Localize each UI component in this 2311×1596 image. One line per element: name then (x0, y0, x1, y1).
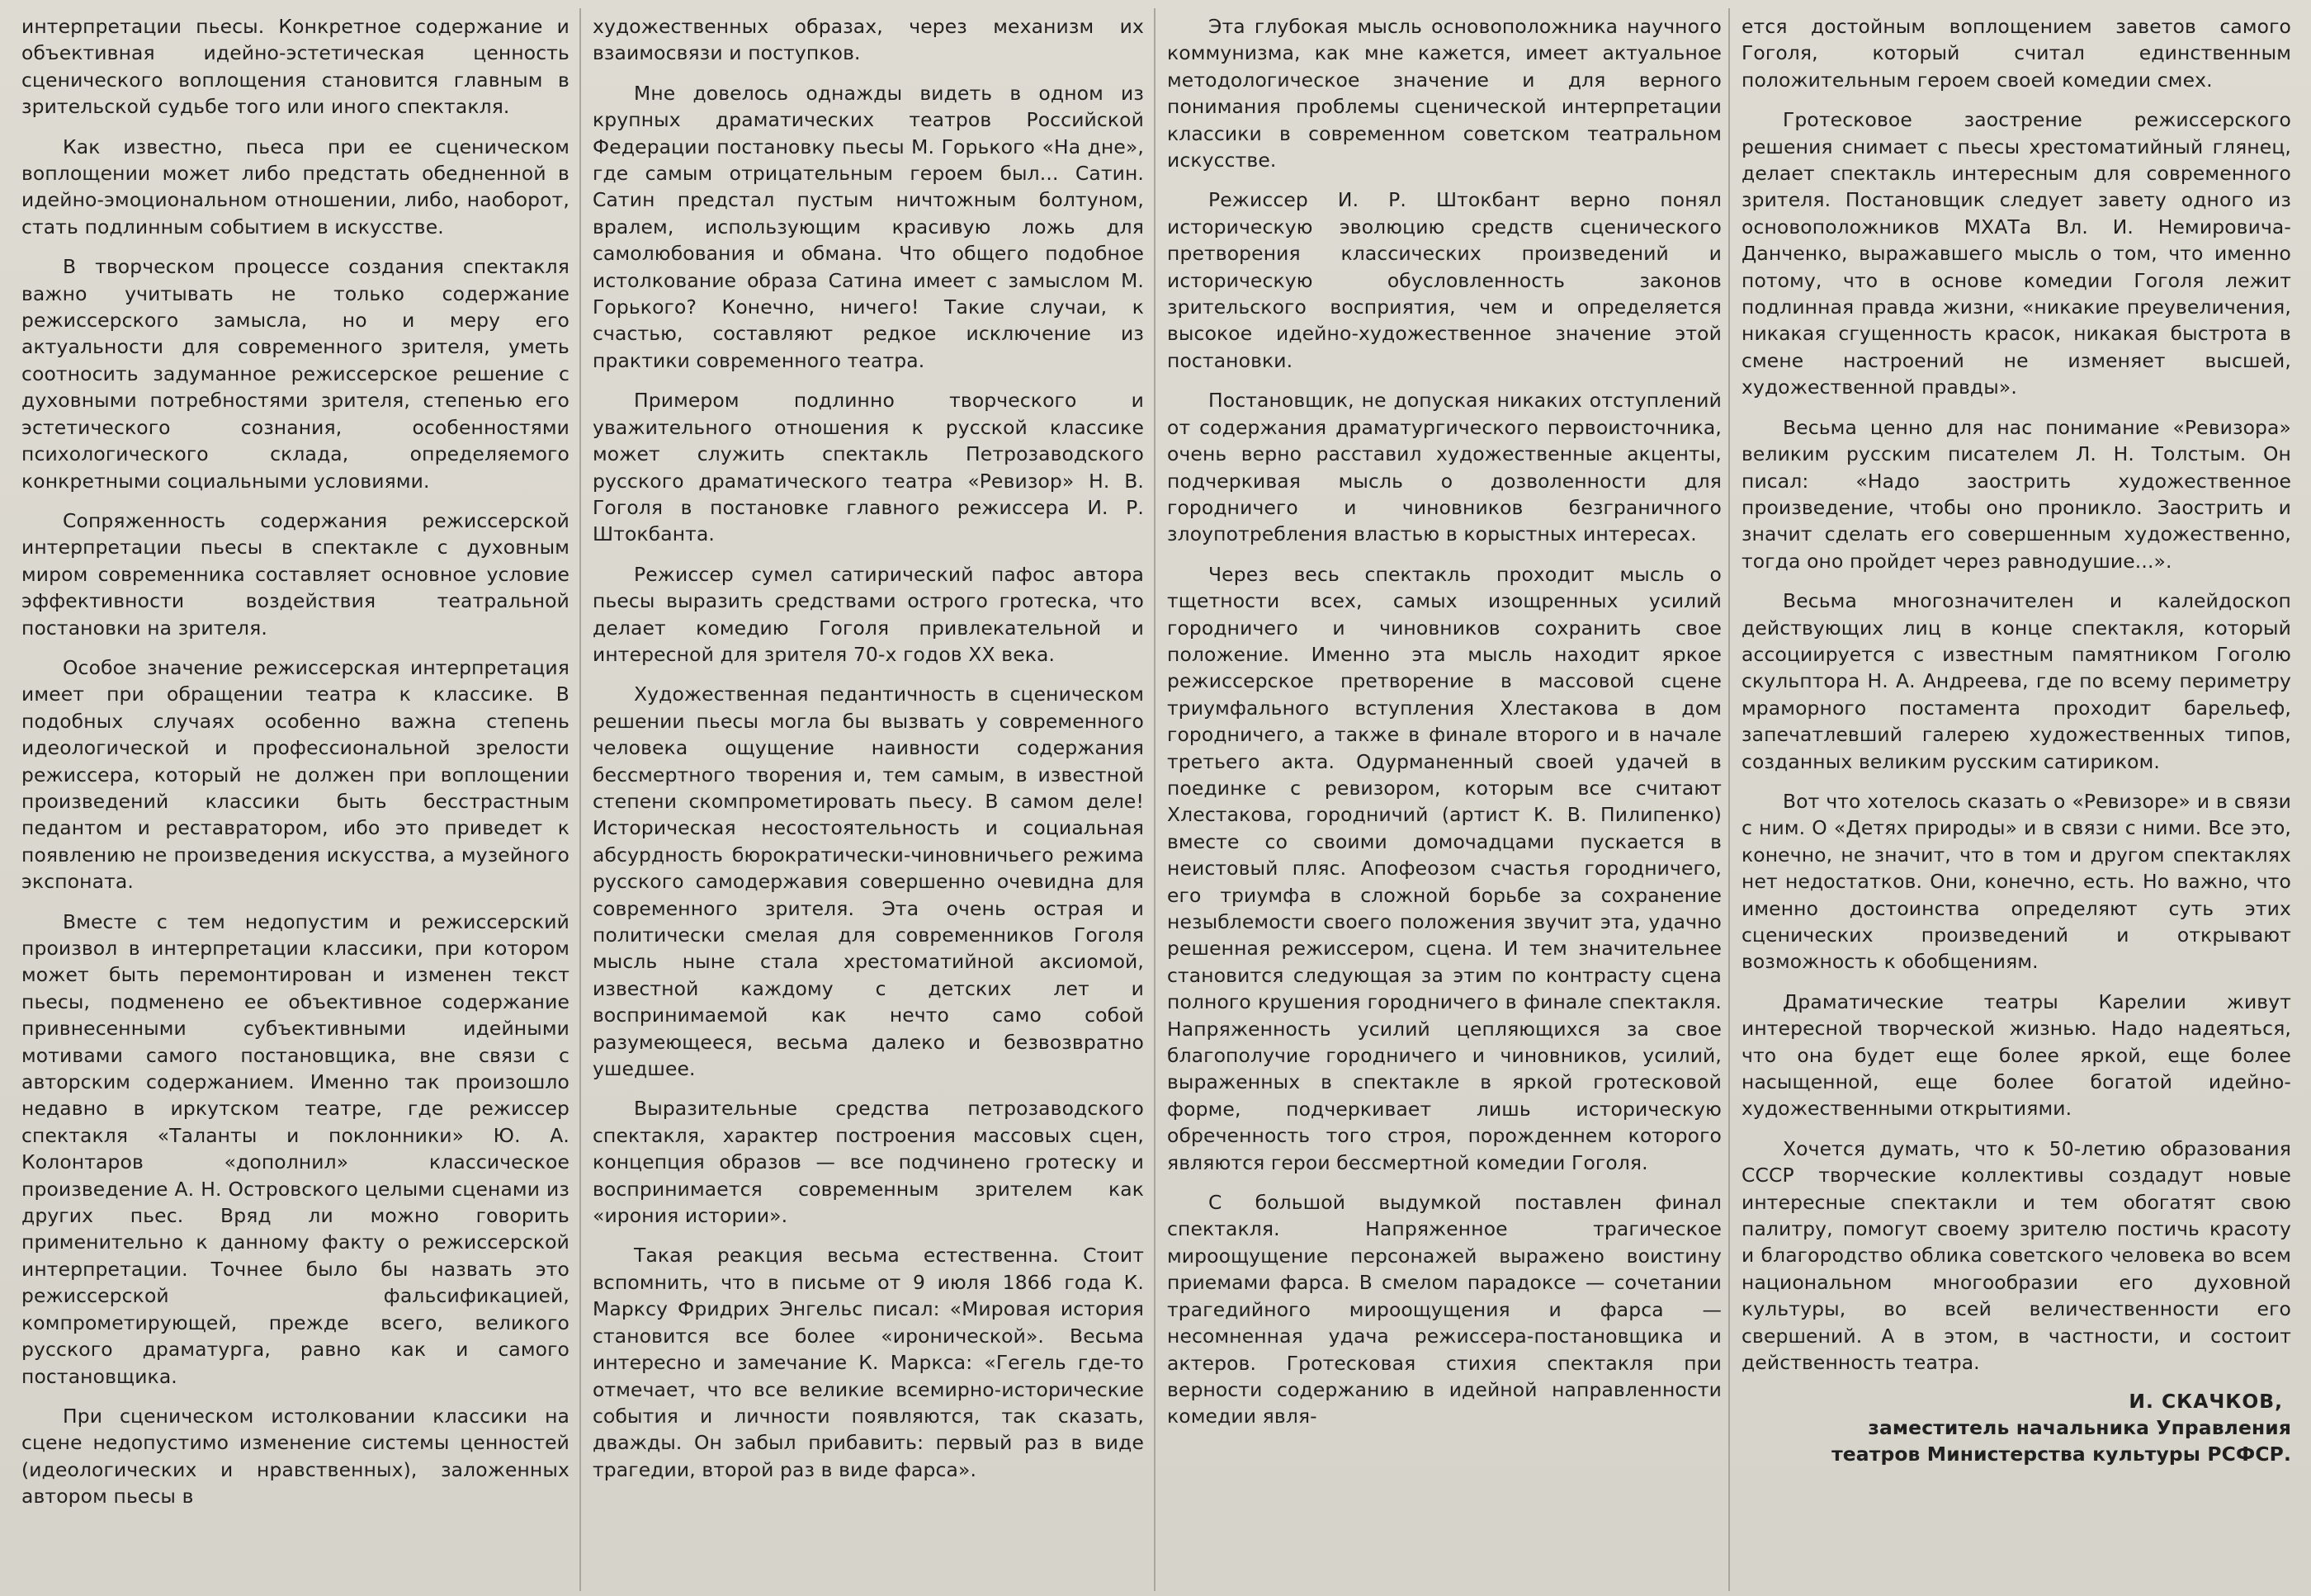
article-paragraph: Эта глубокая мысль основоположника научного коммунизма, как мне кажется, имеет актуальное методологическое значение и для верного понимания проблемы сценической интерпретации классики в современном советском театральном искусстве. (1167, 15, 1722, 172)
article-paragraph: Через весь спектакль проходит мысль о тщетности всех, самых изощренных усилий городничего и чиновников сохранить свое положение. Именно эта мысль находит яркое режиссерское претворение в массовой сцене триумфального вступления Хлестакова в дом городничего, а также в финале второго и в начале третьего акта. Одурманенный своей удачей в поединке с ревизором, которым все считают Хлестакова, городничий (артист К. В. Пилипенко) вместе со своими домочадцами пускается в неистовый пляс. Апофеозом счастья городничего, его триумфа в сложной борьбе за сохранение незыблемости своего положения звучит эта, удачно решенная режиссером, сцена. И тем значительнее становится следующая за этим по контрасту сцена полного крушения городничего в финале спектакля. Напряженность усилий цепляющихся за свое благополучие городничего и чиновников, усилий, выраженных в спектакле в яркой гротесковой форме, подчеркивает лишь историческую обреченность того строя, порожденнем которого являются герои бессмертной комедии Гоголя. (1167, 562, 1722, 1174)
article-paragraph: Весьма ценно для нас понимание «Ревизора» великим русским писателем Л. Н. Толстым. Он писал: «Надо заострить художественное произведение, чтобы оно проникло. Заострить и значит сделать его совершенным художественно, тогда оно пройдет через равнодушие...». (1742, 415, 2291, 573)
article-paragraph: Сопряженность содержания режиссерской интерпретации пьесы в спектакле с духовным миром современника составляет основное условие эффективности воздействия театральной постановки на зрителя. (21, 508, 569, 640)
article-paragraph: Хочется думать, что к 50-летию образования СССР творческие коллективы создадут новые интересные спектакли и тем обогатят свою палитру, помогут своему зрителю постичь красоту и благородство облика советского человека во всем национальном многообразии его духовной культуры, во всей величественности его свершений. А в этом, в частности, и состоит действенность театра. (1742, 1136, 2291, 1375)
article-paragraph: Художественная педантичность в сценическом решении пьесы могла бы вызвать у современного человека ощущение наивности содержания бессмертного творения и, тем самым, в известной степени скомпрометировать пьесу. В самом деле! Историческая несостоятельность и социальная абсурдность бюрократически-чиновничьего режима русского самодержавия совершенно очевидна для современного зрителя. Эта очень острая и политически смелая для современников Гоголя мысль ныне стала хрестоматийной аксиомой, известной каждому с детских лет и воспринимаемой как нечто само собой разумеющееся, весьма далеко и безвозвратно ушедшее. (593, 682, 1144, 1081)
article-paragraph: Режиссер И. Р. Штокбант верно понял историческую эволюцию средств сценического претворения классических произведений и историческую обусловленность законов зрительского восприятия, чем и определяется высокое идейно-художественное значение этой постановки. (1167, 188, 1722, 372)
author-name: И. СКАЧКОВ, (2129, 1389, 2283, 1413)
article-paragraph: Весьма многозначителен и калейдоскоп действующих лиц в конце спектакля, который ассоциируется с известным памятником Гоголю скульптора Н. А. Андреева, где по всему периметру мраморного постамента проходит барельеф, запечатлевший галерею художественных типов, созданных великим русским сатириком. (1742, 589, 2291, 773)
author-title: заместитель начальника Управления театров Министерства культуры РСФСР. (1831, 1415, 2291, 1466)
article-column-4 (1742, 13, 2291, 1591)
article-column-2 (593, 13, 1144, 1591)
article-paragraph: Гротесковое заострение режиссерского решения снимает с пьесы хрестоматийный глянец, делает спектакль интересным для современного зрителя. Постановщик следует завету одного из основоположников МХАТа Вл. И. Немировича-Данченко, выражавшего мысль о том, что именно потому, что в основе комедии Гоголя лежит подлинная правда жизни, «никакие преувеличения, никакая сгущенность красок, никакая быстрота в смене настроений не изменяет высшей, художественной правды». (1742, 108, 2291, 399)
article-paragraph: Режиссер сумел сатирический пафос автора пьесы выразить средствами острого гротеска, что делает комедию Гоголя привлекательной и интересной для зрителя 70-х годов XX века. (593, 562, 1144, 666)
column-divider (1728, 8, 1730, 1591)
article-paragraph: художественных образах, через механизм их взаимосвязи и поступков. (593, 15, 1144, 65)
article-paragraph: Вот что хотелось сказать о «Ревизоре» и в связи с ним. О «Детях природы» и в связи с ними. Все это, конечно, не значит, что в том и другом спектаклях нет недостатков. Они, конечно, есть. Но важно, что именно достоинства определяют суть этих сценических произведений и открывают возможность к обобщениям. (1742, 789, 2291, 974)
article-paragraph: ется достойным воплощением заветов самого Гоголя, который считал единственным положительным героем своей комедии смех. (1742, 15, 2291, 92)
article-paragraph: Такая реакция весьма естественна. Стоит вспомнить, что в письме от 9 июля 1866 года К. Марксу Фридрих Энгельс писал: «Мировая история становится все более «иронической». Весьма интересно и замечание К. Маркса: «Гегель где-то отмечает, что все великие всемирно-исторические события и личности появляются, так сказать, дважды. Он забыл прибавить: первый раз в виде трагедии, второй раз в виде фарса». (593, 1244, 1144, 1481)
article-paragraph: Постановщик, не допуская никаких отступлений от содержания драматургического первоисточника, очень верно расставил художественные акценты, подчеркивая мысль о дозволенности для городничего и чиновников безграничного злоупотребления властью в корыстных интересах. (1167, 389, 1722, 546)
article-paragraph: При сценическом истолковании классики на сцене недопустимо изменение системы ценностей (идеологических и нравственных), заложенных автором пьесы в (21, 1404, 569, 1509)
article-paragraph: Примером подлинно творческого и уважительного отношения к русской классике может служить спектакль Петрозаводского русского драматического театра «Ревизор» Н. В. Гоголя в постановке главного режиссера И. Р. Штокбанта. (593, 389, 1144, 546)
article-paragraph: Драматические театры Карелии живут интересной творческой жизнью. Надо надеяться, что она будет еще более яркой, еще более насыщенной, еще более богатой идейно-художественными открытиями. (1742, 989, 2291, 1121)
article-paragraph: интерпретации пьесы. Конкретное содержание и объективная идейно-эстетическая ценность сценического воплощения становится главным в зрительской судьбе того или иного спектакля. (21, 15, 569, 119)
article-paragraph: С большой выдумкой поставлен финал спектакля. Напряженное трагическое мироощущение персонажей выражено воистину приемами фарса. В смелом парадоксе — сочетании трагедийного мироощущения и фарса — несомненная удача режиссера-постановщика и актеров. Гротесковая стихия спектакля при верности содержанию в идейной направленности комедии явля- (1167, 1191, 1722, 1428)
article-paragraph: Как известно, пьеса при ее сценическом воплощении может либо предстать обедненной в идейно-эмоциональном отношении, либо, наоборот, стать подлинным событием в искусстве. (21, 135, 569, 238)
article-paragraph: Мне довелось однажды видеть в одном из крупных драматических театров Российской Федерации постановку пьесы М. Горького «На дне», где самым отрицательным героем был... Сатин. Сатин предстал пустым ничтожным болтуном, вралем, использующим красивую ложь для самолюбования и обмана. Что общего подобное истолкование образа Сатина имеет с замыслом М. Горького? Конечно, ничего! Такие случаи, к счастью, составляют редкое исключение из практики современного театра. (593, 81, 1144, 372)
column-divider (579, 8, 581, 1591)
column-4-body (1742, 13, 2291, 1376)
column-divider (1154, 8, 1156, 1591)
article-paragraph: В творческом процессе создания спектакля важно учитывать не только содержание режиссерского замысла, но и меру его актуальности для современного зрителя, уметь соотносить задуманное режиссерское решение с духовными потребностями зрителя, степенью его эстетического сознания, особенностями психологического склада, определяемого конкретными социальными условиями. (21, 255, 569, 493)
article-column-1 (21, 13, 569, 1591)
article-column-3 (1167, 13, 1722, 1591)
article-paragraph: Особое значение режиссерская интерпретация имеет при обращении театра к классике. В подобных случаях особенно важна степень идеологической и профессиональной зрелости режиссера, который не должен при воплощении произведений классики быть бесстрастным педантом и реставратором, ибо это приведет к появлению не произведения искусства, а музейного экспоната. (21, 655, 569, 894)
article-paragraph: Выразительные средства петрозаводского спектакля, характер построения массовых сцен, концепция образов — все подчинено гротеску и воспринимается современным зрителем как «ирония истории». (593, 1097, 1144, 1228)
article-paragraph: Вместе с тем недопустим и режиссерский произвол в интерпретации классики, при котором может быть перемонтирован и изменен текст пьесы, подменено ее объективное содержание привнесенными субъективными идейными мотивами самого постановщика, вне связи с авторским содержанием. Именно так произошло недавно в иркутском театре, где режиссер спектакля «Таланты и поклонники» Ю. А. Колонтаров «дополнил» классическое произведение А. Н. Островского целыми сценами из других пьес. Вряд ли можно говорить применительно к данному факту о режиссерской интерпретации. Точнее было бы назвать это режиссерской фальсификацией, компрометирующей, прежде всего, великого русского драматурга, равно как и самого постановщика. (21, 909, 569, 1388)
